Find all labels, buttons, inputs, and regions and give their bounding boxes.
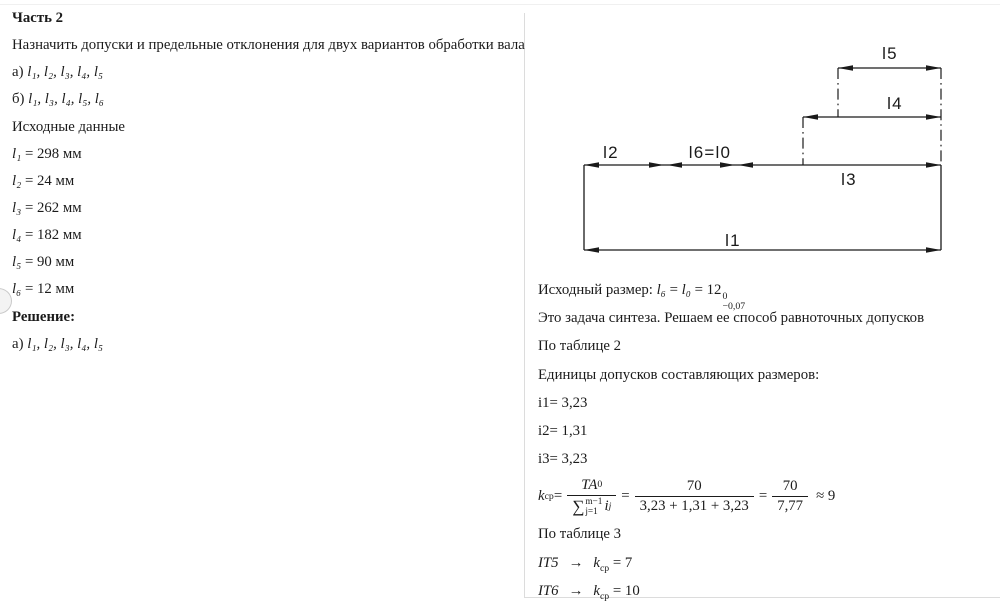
fraction-2-denominator: 3,23 + 1,31 + 3,23 [635, 496, 754, 516]
table2-ref: По таблице 2 [538, 338, 622, 355]
variant-a-prefix: а) [12, 64, 28, 81]
k-symbol: k [593, 582, 600, 599]
label-l6-l0: l6=l0 [688, 143, 732, 162]
label-l2: l2 [603, 143, 619, 162]
math-symbol: l₂ [12, 172, 22, 189]
math-value: = 182 мм [21, 227, 82, 244]
math-value: = 12 мм [21, 281, 75, 298]
i-symbol: i [604, 498, 609, 515]
solution-variant-symbols: l₁, l₂, l₃, l₄, l₅ [27, 335, 104, 352]
task-text: Назначить допуски и предельные отклонения для двух вариантов обработки вала [12, 37, 525, 54]
nominal-value: = 12 [690, 282, 722, 298]
synthesis-text: Это задача синтеза. Решаем ее способ равноточных допусков [538, 310, 925, 327]
math-symbol: l₆ [12, 281, 22, 298]
sum-symbol: ∑ [572, 496, 585, 516]
left-column [12, 5, 525, 358]
units-heading: Единицы допусков составляющих размеров: [538, 366, 820, 383]
it6-grade: IT6 [538, 582, 559, 599]
fraction-1-numerator [576, 476, 607, 495]
label-l4: l4 [887, 94, 903, 113]
sum-upper-limit: m−1 [585, 496, 603, 507]
initial-size-line [538, 276, 924, 313]
arrow-right-glyph: → [568, 582, 584, 599]
k-value: = 10 [609, 582, 640, 599]
label-l5: l5 [882, 44, 898, 63]
k-subscript: ср [544, 491, 554, 503]
right-column [538, 276, 924, 605]
variant-b-prefix: б) [12, 91, 29, 108]
math-value: = 262 мм [21, 199, 82, 216]
math-symbol: l₆ [656, 282, 666, 298]
approx-result: ≈ 9 [816, 488, 836, 505]
math-value: = 298 мм [21, 145, 82, 162]
ta-symbol: TA [581, 476, 598, 493]
sum-lower-limit: j=1 [585, 506, 598, 517]
equals: = [553, 488, 563, 505]
ta-subscript: 0 [597, 478, 603, 490]
math-value: = 24 мм [21, 172, 75, 189]
dimension-labels [603, 44, 903, 250]
given-l4 [12, 222, 525, 249]
k-subscript: ср [599, 562, 610, 574]
label-l3: l3 [841, 170, 857, 189]
variant-b-symbols: l₁, l₃, l₄, l₅, l₆ [28, 91, 105, 108]
fraction-2-numerator: 70 [686, 478, 702, 495]
unit-i3: i3= 3,23 [538, 451, 588, 468]
it6-line [538, 577, 924, 605]
k-subscript: ср [599, 590, 610, 602]
equals: = [758, 488, 768, 505]
sum-limits [585, 497, 602, 517]
given-l3 [12, 195, 525, 222]
i-subscript: j [608, 500, 612, 512]
given-l2 [12, 168, 525, 195]
given-l6 [12, 276, 525, 303]
it5-line [538, 549, 924, 577]
math-symbol: l₄ [12, 227, 22, 244]
given-l1 [12, 141, 525, 168]
math-symbol: l₃ [12, 199, 22, 216]
upper-deviation: 0 [722, 291, 728, 302]
part-title: Часть 2 [12, 10, 64, 26]
variant-b-line [12, 86, 525, 113]
edge-handle[interactable] [0, 288, 12, 314]
initial-size-prefix: Исходный размер: [538, 282, 657, 298]
lower-deviation: −0,07 [722, 301, 746, 313]
label-l1: l1 [725, 231, 741, 250]
variant-a-symbols: l₁, l₂, l₃, l₄, l₅ [27, 64, 104, 81]
k-symbol: k [593, 554, 600, 571]
it5-grade: IT5 [538, 554, 559, 571]
table3-ref: По таблице 3 [538, 526, 622, 543]
unit-i1: i1= 3,23 [538, 394, 588, 411]
fraction-1 [567, 476, 616, 518]
math-value: = 90 мм [21, 254, 75, 271]
solution-heading: Решение: [12, 308, 76, 325]
math-symbol: l₀ [681, 282, 691, 298]
kcp-formula [538, 473, 924, 520]
equals: = [621, 488, 630, 505]
fraction-1-denominator [567, 495, 616, 518]
equals: = [665, 282, 682, 298]
fraction-3-denominator: 7,77 [772, 496, 808, 516]
math-symbol: l₅ [12, 254, 22, 271]
given-heading: Исходные данные [12, 118, 125, 135]
solution-variant-line [12, 331, 525, 358]
variant-a-line [12, 59, 525, 86]
arrow-right-glyph: → [568, 554, 584, 571]
k-value: = 7 [609, 554, 633, 571]
solution-variant-prefix: а) [12, 335, 28, 352]
dimension-chain-diagram [540, 30, 980, 270]
unit-i2: i2= 1,31 [538, 422, 588, 439]
k-symbol: k [538, 488, 545, 505]
fraction-3-numerator: 70 [782, 478, 798, 495]
given-l5 [12, 249, 525, 276]
fraction-3 [772, 477, 808, 516]
fraction-2 [635, 477, 754, 516]
math-symbol: l₁ [12, 145, 22, 162]
